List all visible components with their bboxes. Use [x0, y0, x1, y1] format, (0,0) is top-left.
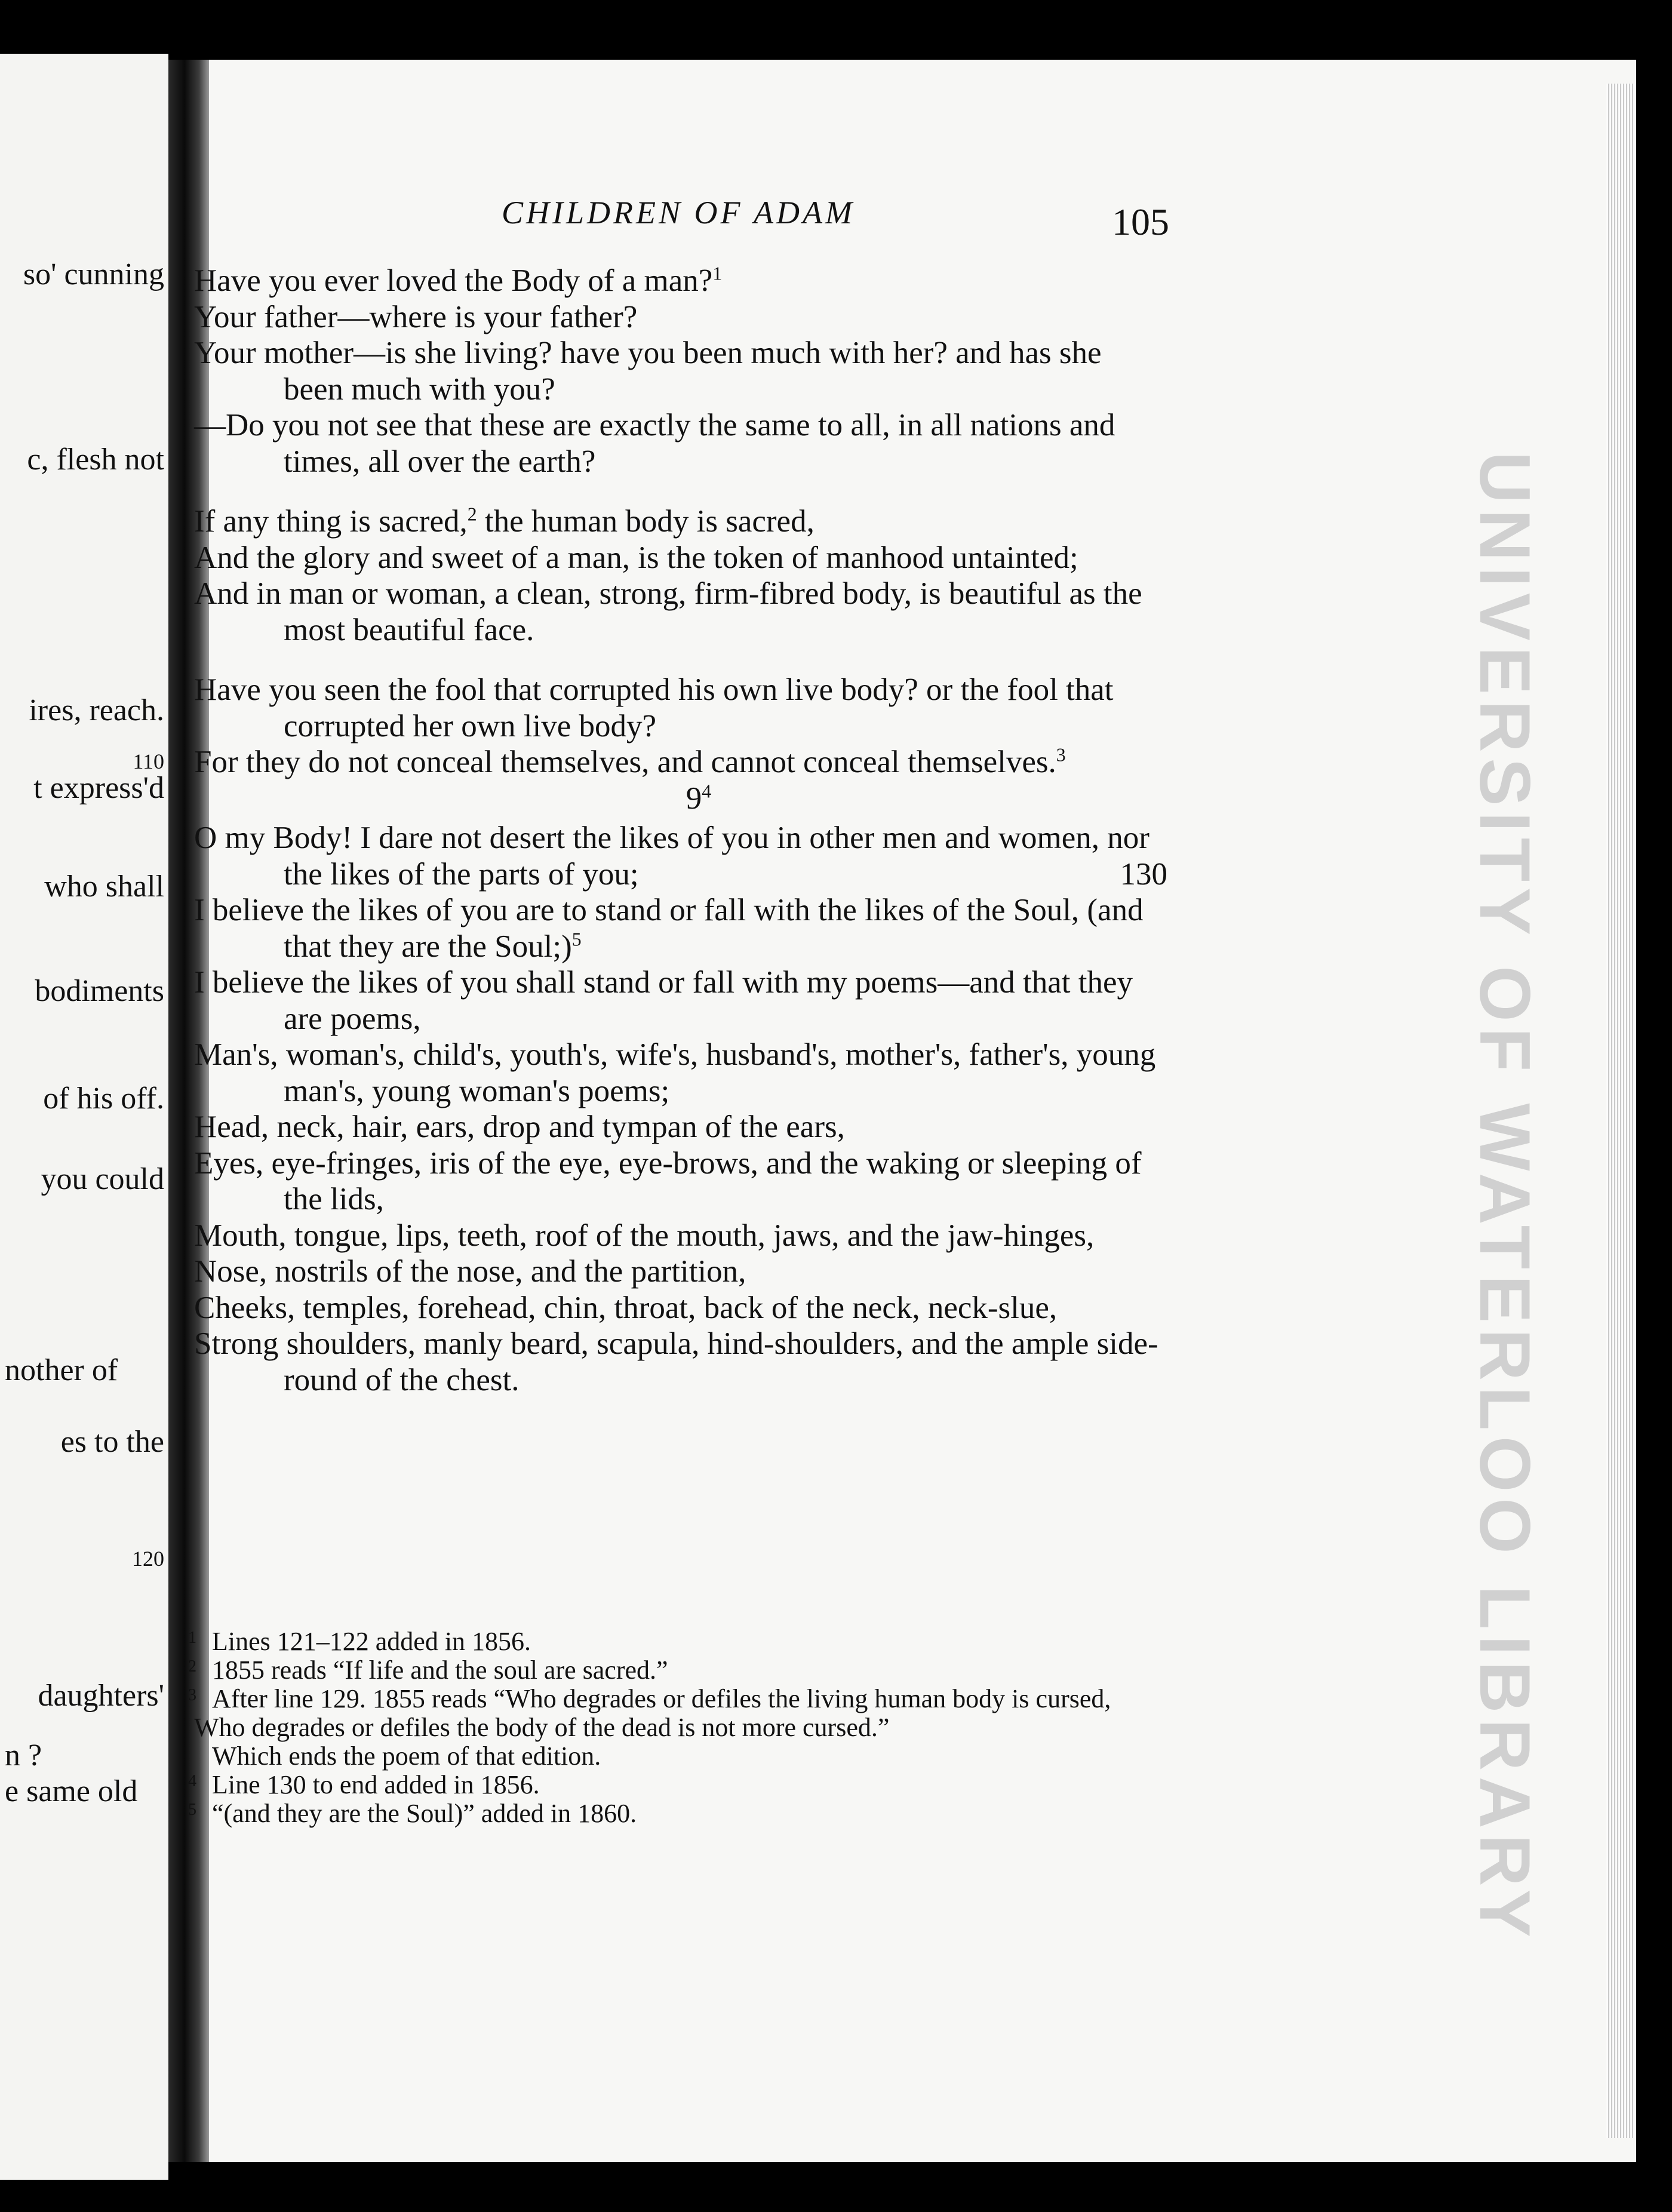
- footnote-marker: 2: [467, 503, 477, 525]
- poem-line: [194, 892, 1167, 964]
- line-text: Eyes, eye-fringes, iris of the eye, eye-brows, and the waking or sleeping of the lids,: [194, 1145, 1142, 1216]
- poem-line: [194, 407, 1167, 480]
- footnote-text: 1855 reads “If life and the soul are sacred.”: [212, 1655, 668, 1685]
- left-page-fragment: t express'd: [33, 771, 164, 805]
- footnote-mark: 5: [188, 1801, 196, 1819]
- footnotes: [188, 1627, 1167, 1828]
- poem-line: [194, 964, 1167, 1037]
- footnote-marker: 1: [712, 263, 723, 284]
- poem-line: [194, 540, 1167, 576]
- left-page-fragment: daughters': [38, 1679, 164, 1713]
- line-text: And the glory and sweet of a man, is the token of manhood untainted;: [194, 540, 1078, 575]
- left-page-fragment: who shall: [44, 870, 164, 904]
- poem-line: [194, 576, 1167, 648]
- line-text: For they do not conceal themselves, and cannot conceal themselves.: [194, 745, 1056, 779]
- left-page-line-number: 110: [133, 749, 164, 773]
- footnote: [188, 1685, 1167, 1713]
- stanza: [194, 503, 1167, 648]
- poem-line: [194, 744, 1167, 781]
- footnote-text: Which ends the poem of that edition.: [212, 1741, 601, 1771]
- library-stamp: UNIVERSITY OF WATERLOO LIBRARY: [1465, 451, 1545, 1943]
- line-number: 130: [1120, 856, 1167, 892]
- footnote: [188, 1771, 1167, 1799]
- left-page-fragment: bodiments: [35, 974, 164, 1008]
- footnote-mark: 3: [188, 1686, 196, 1704]
- footnote-text: Lines 121–122 added in 1856.: [212, 1627, 531, 1656]
- section-number-value: 9: [686, 781, 702, 816]
- footnote-text: Line 130 to end added in 1856.: [212, 1770, 540, 1799]
- poem-line: [194, 1218, 1167, 1254]
- footnote: [188, 1627, 1167, 1656]
- line-text: Strong shoulders, manly beard, scapula, hind-shoulders, and the ample side-round of the chest.: [194, 1326, 1158, 1397]
- footnote: [170, 1713, 1167, 1742]
- footnote-text: “(and they are the Soul)” added in 1860.: [212, 1799, 637, 1828]
- poem-line: [194, 299, 1167, 336]
- poem-line: [194, 503, 1167, 540]
- page-edges: [1606, 84, 1635, 2138]
- left-page-line-number: 120: [132, 1547, 164, 1571]
- line-text: Head, neck, hair, ears, drop and tympan of the ears,: [194, 1110, 845, 1144]
- left-page-fragment: es to the: [60, 1425, 164, 1459]
- poem-line: [194, 263, 1167, 299]
- line-text: O my Body! I dare not desert the likes of you in other men and women, nor the likes of the parts of you;: [194, 821, 1150, 892]
- footnote: [188, 1656, 1167, 1685]
- left-page-fragment: so' cunning: [23, 257, 164, 291]
- left-page-fragment: of his off.: [43, 1082, 164, 1116]
- poem-line: [194, 672, 1167, 744]
- running-title: CHILDREN OF ADAM: [502, 195, 855, 231]
- line-text: Have you ever loved the Body of a man?: [194, 263, 713, 298]
- poem-line: [194, 1145, 1167, 1218]
- line-text: Nose, nostrils of the nose, and the partition,: [194, 1254, 746, 1289]
- left-page-fragment: you could: [41, 1162, 164, 1196]
- poem-line: [194, 1254, 1167, 1290]
- left-page-fragment: nother of: [5, 1353, 118, 1387]
- footnote-mark: 4: [188, 1772, 196, 1790]
- footnote-text: Who degrades or defiles the body of the dead is not more cursed.”: [194, 1713, 890, 1742]
- left-page-fragment: ires, reach.: [29, 693, 164, 727]
- poem-line: [194, 1326, 1167, 1398]
- line-text: Cheeks, temples, forehead, chin, throat, back of the neck, neck-slue,: [194, 1290, 1058, 1325]
- line-text: Mouth, tongue, lips, teeth, roof of the mouth, jaws, and the jaw-hinges,: [194, 1218, 1095, 1253]
- poem-line: [194, 335, 1167, 407]
- footnote-marker: 4: [702, 780, 712, 801]
- left-page: [0, 54, 168, 2180]
- footnote-text: After line 129. 1855 reads “Who degrades or defiles the living human body is cursed,: [212, 1684, 1111, 1713]
- section-number: [194, 781, 1167, 817]
- line-text: the human body is sacred,: [477, 504, 815, 539]
- poem-line: [194, 1290, 1167, 1326]
- line-text: —Do you not see that these are exactly the same to all, in all nations and times, all over the earth?: [194, 408, 1115, 479]
- poem-line: [194, 1109, 1167, 1145]
- line-text: Have you seen the fool that corrupted his own live body? or the fool that corrupted her own live body?: [194, 672, 1114, 744]
- stanza: [194, 672, 1167, 781]
- poem-body: [194, 263, 1167, 1398]
- footnote: [188, 1742, 1167, 1771]
- page-number: 105: [1112, 201, 1169, 243]
- line-text: And in man or woman, a clean, strong, firm-fibred body, is beautiful as the most beautiful face.: [194, 576, 1142, 647]
- footnote-mark: 1: [188, 1629, 196, 1647]
- line-text: If any thing is sacred,: [194, 504, 468, 539]
- line-text: I believe the likes of you shall stand or fall with my poems—and that they are poems,: [194, 965, 1133, 1036]
- footnote-marker: 5: [571, 928, 582, 950]
- left-page-fragment: n ?: [5, 1738, 42, 1772]
- stanza: [194, 263, 1167, 480]
- poem-line: [194, 1037, 1167, 1109]
- footnote-marker: 3: [1056, 744, 1066, 766]
- line-text: I believe the likes of you are to stand or fall with the likes of the Soul, (and that they are the Soul;): [194, 893, 1144, 964]
- line-text: Your father—where is your father?: [194, 299, 638, 334]
- footnote-mark: 2: [188, 1657, 196, 1676]
- line-text: Your mother—is she living? have you been much with her? and has she been much with you?: [194, 336, 1102, 407]
- line-text: Man's, woman's, child's, youth's, wife's, husband's, mother's, father's, young man's, young woman's poems;: [194, 1037, 1156, 1108]
- left-page-fragment: c, flesh not: [27, 443, 164, 477]
- footnote: [188, 1799, 1167, 1828]
- poem-line: [194, 820, 1167, 892]
- left-page-fragment: e same old: [5, 1774, 138, 1808]
